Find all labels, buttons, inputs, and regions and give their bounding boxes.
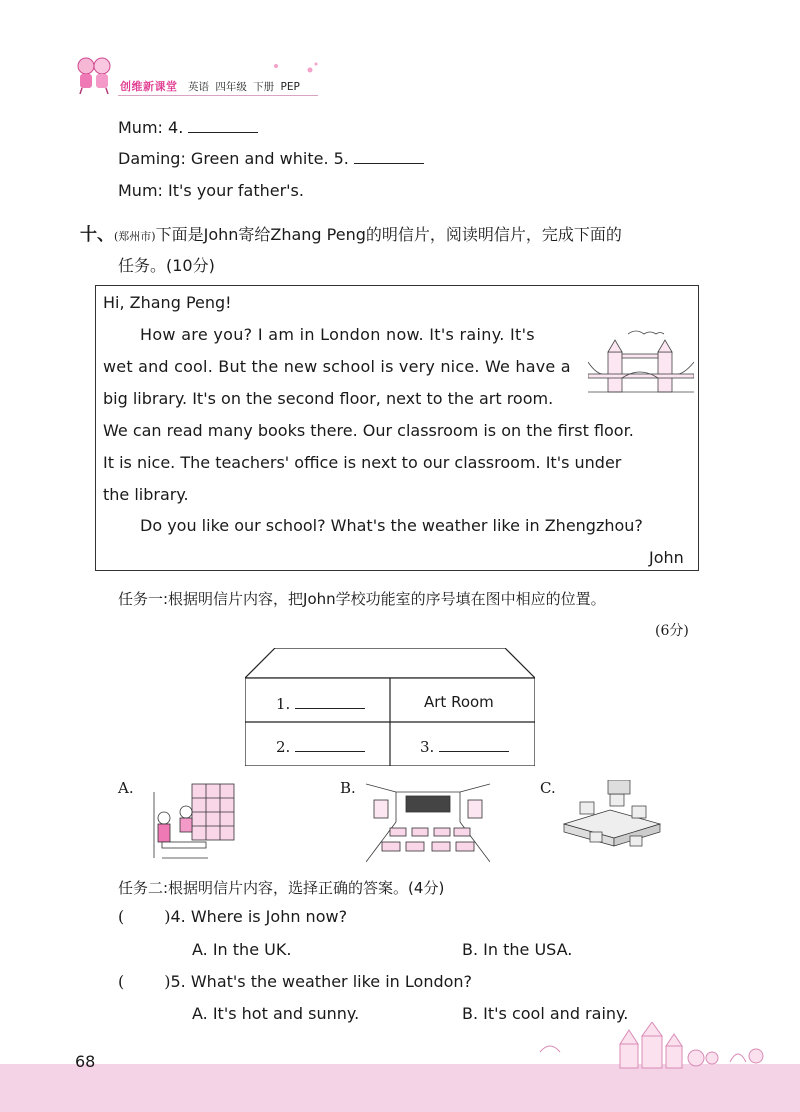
header-book-info: 英语 四年级 下册 PEP [188,81,300,93]
postcard-line: How are you? I am in London now. It's rainy. It's [140,325,535,344]
option-b-label: B. [340,779,356,797]
header-divider [118,95,318,96]
room-blank-3[interactable] [439,737,509,752]
room-slot-2 [276,737,365,756]
classroom-illustration-icon [366,782,490,864]
question-text: 下面是John寄给Zhang Peng的明信片，阅读明信片，完成下面的 [155,225,622,244]
question-stem: 4. Where is John now? [170,907,348,926]
dialogue-line-mum-answer: Mum: It's your father's. [118,181,304,200]
question-text-cont: 任务。(10分) [118,256,215,275]
task1-instruction: 任务一:根据明信片内容，把John学校功能室的序号填在图中相应的位置。 [118,590,606,608]
choice-4a: A. In the UK. [192,940,292,959]
postcard-line: Do you like our school? What's the weather like in Zhengzhou? [140,516,643,535]
answer-paren-open: ( [118,972,125,991]
answer-blank-5[interactable] [354,149,424,164]
room-label: 1. [276,695,296,713]
tower-bridge-icon [588,322,694,402]
option-c-label: C. [540,779,556,797]
footer-castle-icon [530,1022,770,1070]
postcard-signature: John [649,548,684,567]
question-number: 十、 [80,225,114,245]
room-blank-1[interactable] [295,694,365,709]
dialogue-text: Mum: 4. [118,118,189,137]
task2-instruction: 任务二:根据明信片内容，选择正确的答案。(4分) [118,879,445,897]
choice-5b: B. It's cool and rainy. [462,1004,629,1023]
postcard-greeting: Hi, Zhang Peng! [103,293,232,312]
answer-slot-4[interactable] [124,908,164,922]
postcard-line: the library. [103,485,189,504]
dialogue-line-daming [118,149,424,168]
room-slot-1 [276,694,365,713]
office-illustration-icon [560,780,666,862]
room-blank-2[interactable] [295,737,365,752]
choice-5a: A. It's hot and sunny. [192,1004,360,1023]
answer-paren-open: ( [118,907,125,926]
answer-paren-close: ) [164,907,171,926]
library-illustration-icon [148,782,236,862]
answer-blank-4[interactable] [188,118,258,133]
question-10-heading [80,220,622,245]
room-label: 2. [276,738,296,756]
task1-score: (6分) [655,623,689,639]
room-slot-3 [420,737,509,756]
dialogue-text: Daming: Green and white. 5. [118,149,354,168]
task2-question-4 [118,907,347,926]
question-stem: 5. What's the weather like in London? [170,972,473,991]
postcard-line: big library. It's on the second floor, next to the art room. [103,389,554,408]
answer-paren-close: ) [164,972,171,991]
postcard-line: It is nice. The teachers' office is next to our classroom. It's under [103,453,622,472]
header-sparkle-icon [270,60,320,84]
header-logo-kids-icon [72,54,116,94]
question-source: (郑州市) [114,230,156,243]
dialogue-line-mum [118,118,258,137]
choice-4b: B. In the USA. [462,940,573,959]
postcard-line: We can read many books there. Our classroom is on the first floor. [103,421,634,440]
page-number: 68 [75,1052,96,1071]
header-brand: 创维新课堂 [120,80,178,93]
postcard-line: wet and cool. But the new school is very nice. We have a [103,357,571,376]
answer-slot-5[interactable] [124,973,164,987]
task2-question-5 [118,972,472,991]
room-art-room: Art Room [424,693,494,711]
room-label: 3. [420,738,440,756]
option-a-label: A. [118,779,134,797]
footer-band [0,1064,800,1112]
